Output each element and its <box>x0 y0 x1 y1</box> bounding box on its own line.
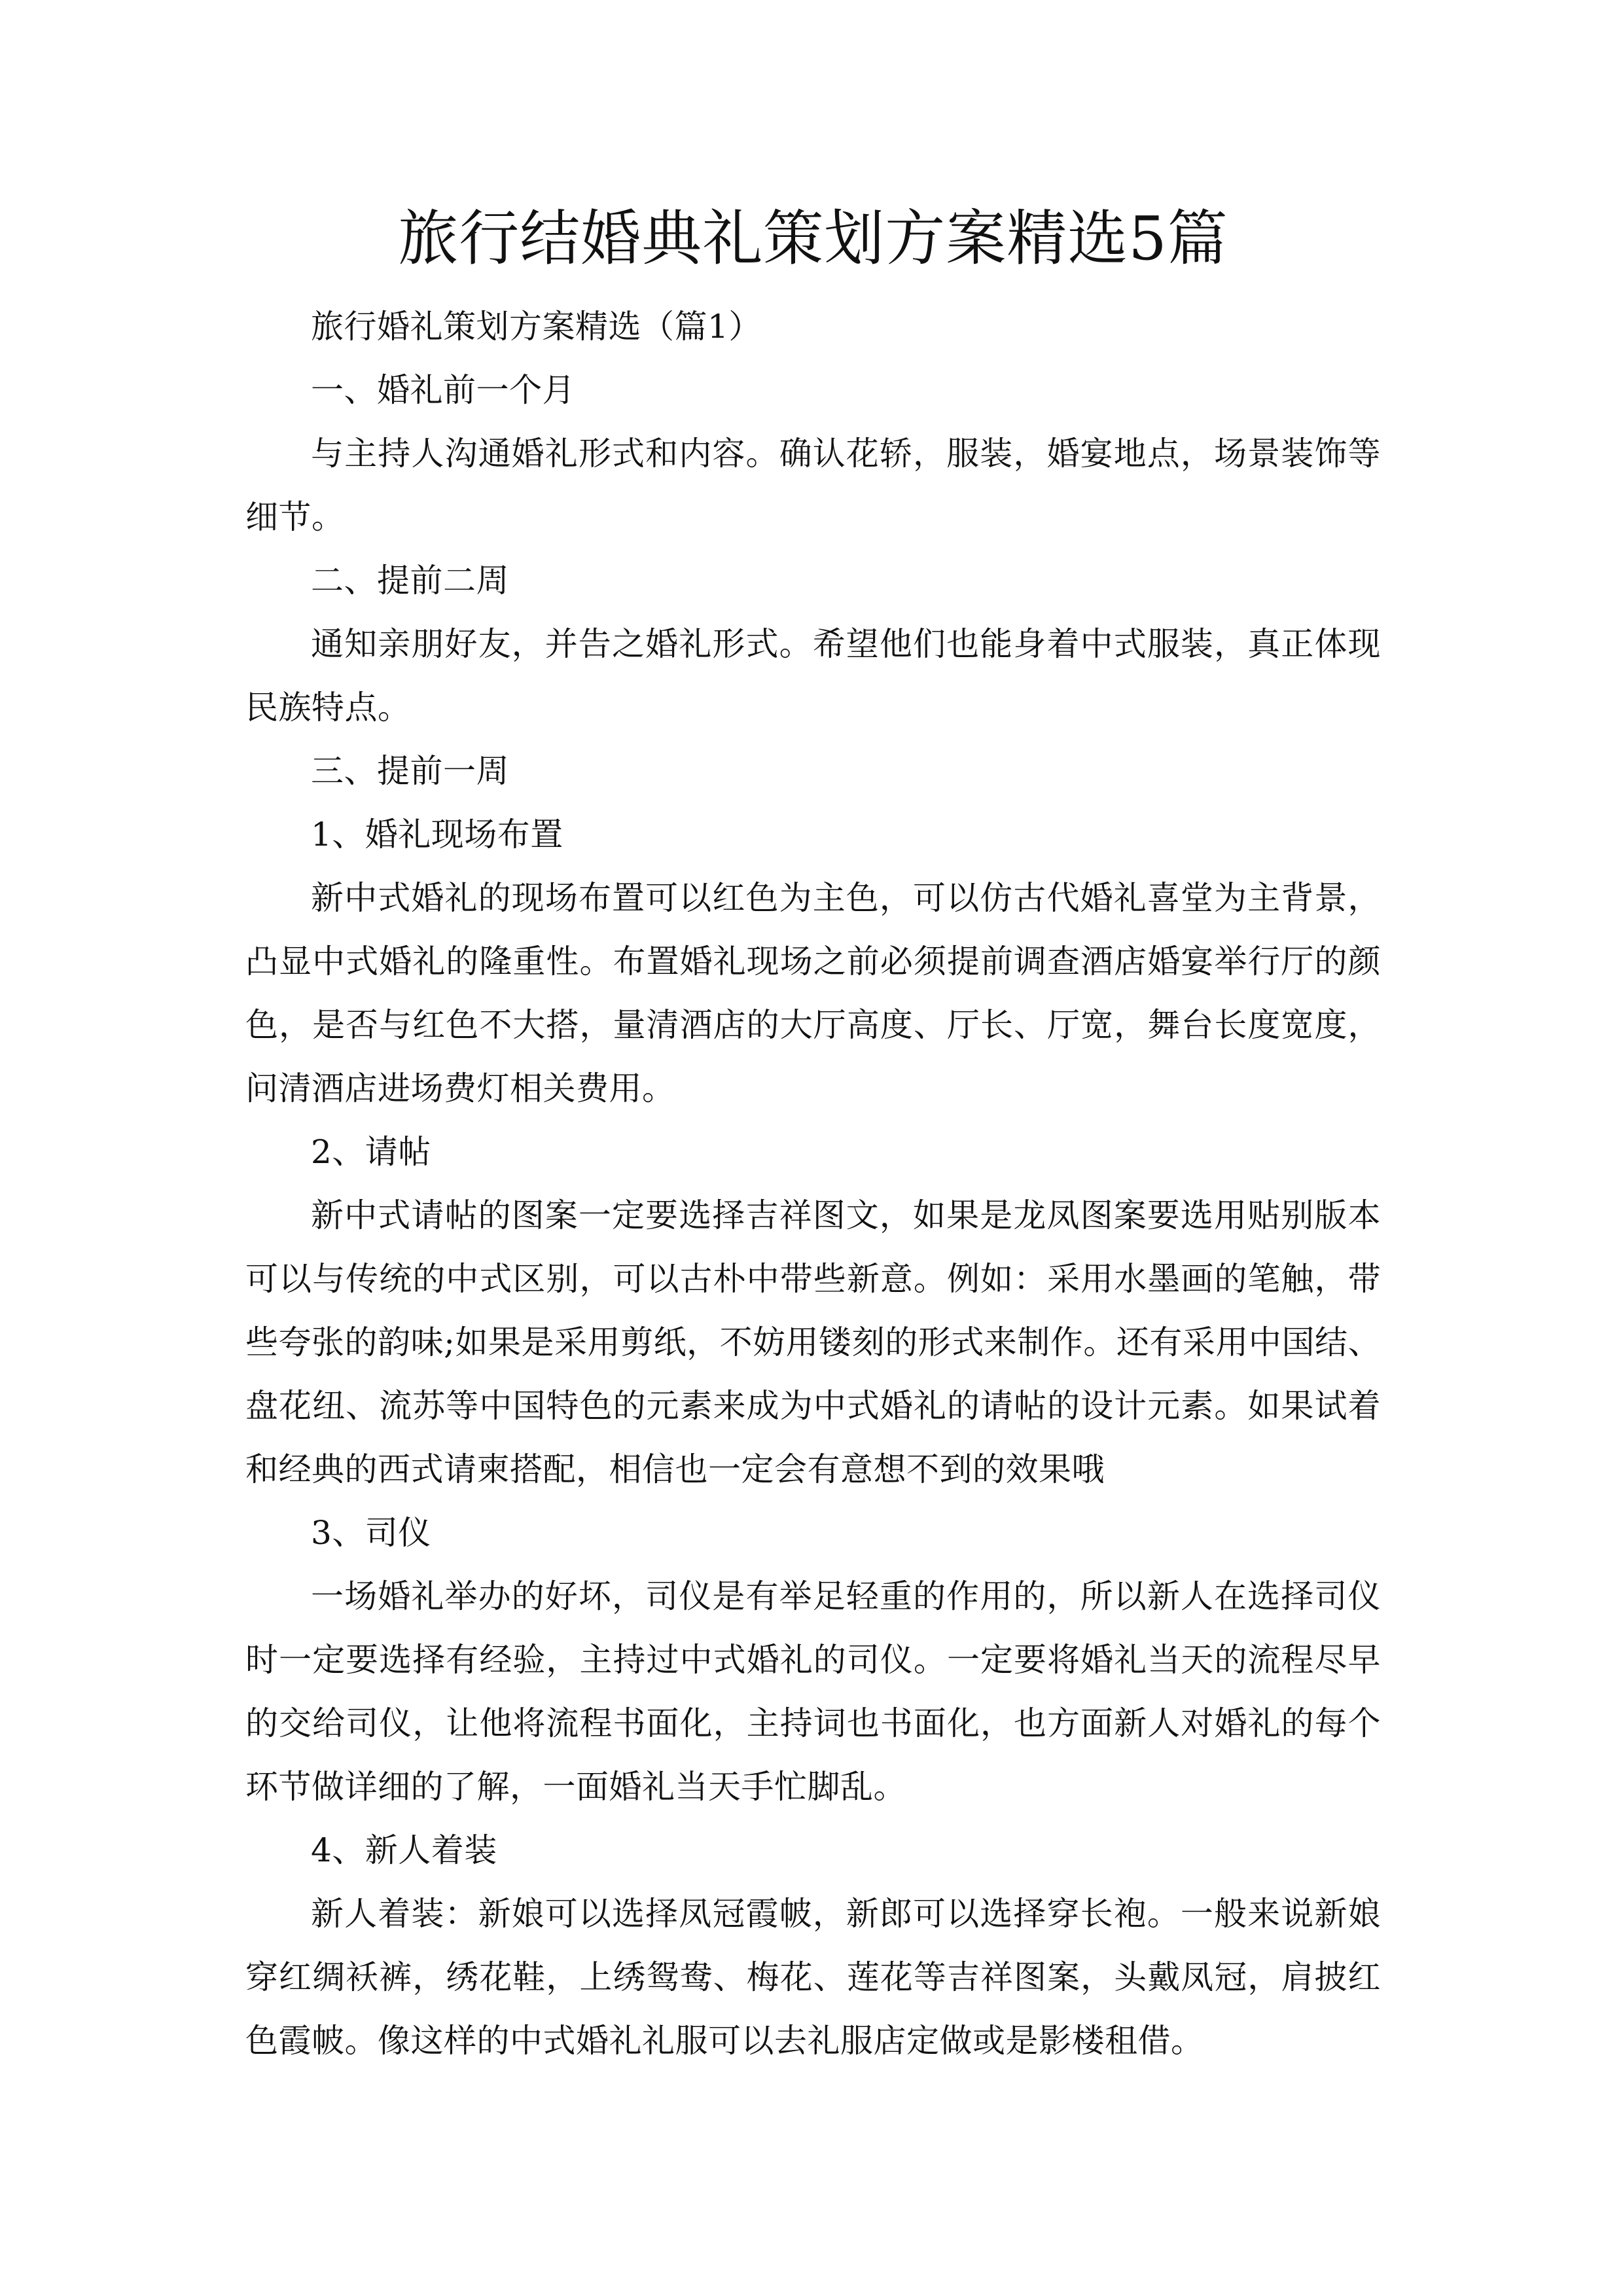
document-body <box>245 187 1381 2073</box>
paragraph: 新中式请帖的图案一定要选择吉祥图文，如果是龙凤图案要选用贴别版本可以与传统的中式区别，可以古朴中带些新意。例如：采用水墨画的笔触，带些夸张的韵味;如果是采用剪纸，不妨用镂刻的形式来制作。还有采用中国结、盘花纽、流苏等中国特色的元素来成为中式婚礼的请帖的设计元素。如果试着和经典的西式请柬搭配，相信也一定会有意想不到的效果哦 <box>245 1196 1381 1488</box>
subsection-heading: 4、新人着装 <box>311 1831 497 1869</box>
subsection-heading: 2、请帖 <box>311 1133 431 1171</box>
step-heading: 一、婚礼前一个月 <box>311 371 575 409</box>
step-heading: 三、提前一周 <box>311 752 509 790</box>
paragraph: 新中式婚礼的现场布置可以红色为主色，可以仿古代婚礼喜堂为主背景，凸显中式婚礼的隆重性。布置婚礼现场之前必须提前调查酒店婚宴举行厅的颜色，是否与红色不大搭，量清酒店的大厅高度、厅长、厅宽，舞台长度宽度，问清酒店进场费灯相关费用。 <box>245 879 1381 1107</box>
paragraph: 一场婚礼举办的好坏，司仪是有举足轻重的作用的，所以新人在选择司仪时一定要选择有经验，主持过中式婚礼的司仪。一定要将婚礼当天的流程尽早的交给司仪，让他将流程书面化，主持词也书面化，也方面新人对婚礼的每个环节做详细的了解，一面婚礼当天手忙脚乱。 <box>245 1577 1381 1806</box>
paragraph: 通知亲朋好友，并告之婚礼形式。希望他们也能身着中式服装，真正体现民族特点。 <box>245 625 1381 726</box>
section-heading: 旅行婚礼策划方案精选（篇1） <box>311 308 762 346</box>
subsection-heading: 1、婚礼现场布置 <box>311 816 563 853</box>
paragraph: 与主持人沟通婚礼形式和内容。确认花轿，服装，婚宴地点，场景装饰等细节。 <box>245 435 1381 536</box>
step-heading: 二、提前二周 <box>311 562 509 600</box>
subsection-heading: 3、司仪 <box>311 1514 431 1552</box>
document-title: 旅行结婚典礼策划方案精选5篇 <box>398 204 1228 274</box>
paragraph: 新人着装：新娘可以选择凤冠霞帔，新郎可以选择穿长袍。一般来说新娘穿红绸袄裤，绣花鞋，上绣鸳鸯、梅花、莲花等吉祥图案，头戴凤冠，肩披红色霞帔。像这样的中式婚礼礼服可以去礼服店定做或是影楼租借。 <box>245 1895 1381 2060</box>
